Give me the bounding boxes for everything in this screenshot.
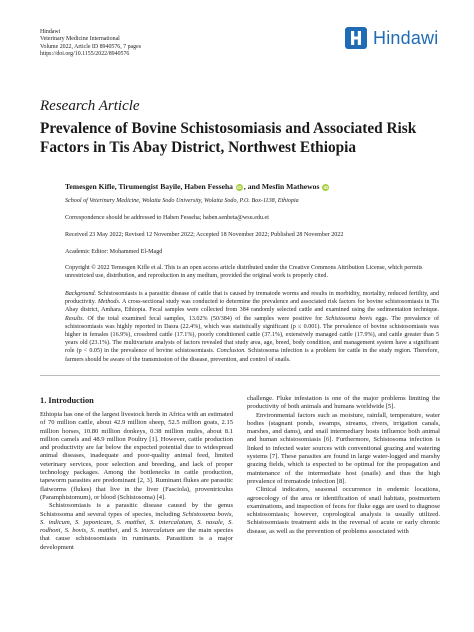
- abstract-conclusion: Schistosoma infection is a problem for cattle in the study region. Therefore, farmers should be aware of the transmission of the disease, prevention, and control of snails.: [65, 348, 439, 363]
- left-column: [40, 411, 233, 552]
- intro-paragraph-3: challenge. Fluke infestation is one of the major problems limiting the productivity of both animals and humans worldwide [5].: [247, 395, 440, 411]
- logo-text: Hindawi: [373, 27, 439, 48]
- intro-p2-text: Schistosomiasis is a parasitic disease caused by the genus Schistosoma and several types of species, including: [40, 502, 233, 518]
- orcid-icon[interactable]: iD: [323, 184, 329, 190]
- abstract-background: Schistosomiasis is a parasitic disease of cattle that is caused by trematode worms and results in morbidity, mortality, reduced fertility, and productivity.: [65, 291, 439, 306]
- publisher-logo: [344, 26, 438, 50]
- article-type: Research Article: [40, 98, 140, 114]
- journal-header: [40, 29, 141, 59]
- publication-dates: Received 23 May 2022; Revised 12 November 2022; Accepted 18 November 2022; Published 28 November 2022: [65, 232, 344, 238]
- hindawi-logo-icon: [344, 26, 368, 50]
- authors-part-1: Temesgen Kifle, Tirumengist Bayile, Haben Fesseha: [65, 182, 233, 191]
- affiliation: School of Veterinary Medicine, Wolaita Sodo University, Wolaita Sodo, P.O. Box-1138, Ethiopia: [65, 198, 299, 204]
- academic-editor: Academic Editor: Mohammed El-Magd: [65, 249, 163, 255]
- author-list: [65, 182, 330, 191]
- section-divider: [40, 375, 440, 376]
- abstract-methods-label: Methods.: [97, 299, 121, 306]
- copyright-notice: Copyright © 2022 Temesgen Kifle et al. This is an open access article distributed under the Creative Commons Attribution License, which permits unrestricted use, distribution, and reproduction in any medium, provided the original work is properly cited.: [65, 265, 423, 280]
- right-column: [247, 395, 440, 536]
- abstract-results-label: Results.: [65, 315, 85, 322]
- orcid-icon[interactable]: iD: [237, 184, 242, 190]
- journal-short: Hindawi: [40, 29, 61, 35]
- journal-name: Veterinary Medicine International: [40, 36, 120, 43]
- intro-paragraph-4: Environmental factors such as moisture, rainfall, temperature, water bodies (stagnant ponds, swamps, streams, rivers, irrigation canals, marshes, and dams), and snail intermediary hosts influence both animal and human schistosomiasis [6]. Furthermore, Schistosoma infection is linked to infected water sources with conventional grazing and watering systems [7]. These parasites are found in large water-logged and marshy grazing fields, which is expected to be optimal for the propagation and maintenance of the intermediate host (snails) and thus the high prevalence of trematode infection [8].: [247, 411, 440, 485]
- intro-p2-species-2: S. intercalatum: [133, 527, 175, 535]
- intro-paragraph-1: Ethiopia has one of the largest livestock herds in Africa with an estimated of 70 million cattle, about 42.9 million sheep, 52.5 million goats, 2.15 million horses, 10.80 million donkeys, 0.38 million mules, about 8.1 million camels and 48.9 million Poultry [1]. However, cattle production and productivity are far below the expected potential due to widespread animal diseases, inadequate and poor-quality animal feed, limited veterinary services, poor selection and breeding, and lack of proper technology packages. Among the bottlenecks in cattle production, tapeworm parasites are predominant [2, 3]. Ruminant flukes are parasitic flatworms (flukes) that live in the liver (Fasciola), proventriculus (Paramphistomum), or blood (Schistosoma) [4].: [40, 411, 233, 501]
- intro-paragraph-5: Clinical indicators, seasonal occurrence in endemic locations, agroecology of the area or identification of snail habitats, postmortem examinations, and inspection of feces for fluke eggs are used to diagnose schistosomiasis; however, coprological analysis is usually utilized. Schistosomiasis treatment aids in the reversal of acute or early chronic disease, as well as the prevention of problems associated with: [247, 486, 440, 535]
- intro-p2-and: and: [119, 527, 134, 535]
- abstract-conclusion-label: Conclusion.: [216, 348, 246, 355]
- volume-line: Volume 2022, Article ID 8940576, 7 pages: [40, 43, 141, 50]
- article-title: Prevalence of Bovine Schistosomiasis and Associated Risk Factors in Tis Abay District, Northwest Ethiopia: [40, 120, 417, 156]
- doi-link[interactable]: https://doi.org/10.1155/2022/8940576: [40, 51, 130, 58]
- intro-p2-species: Schistosoma bovis, S. indicum, S. japonicum, S. matthei, S. intercalatum, S. nasale, S. rodhoni, S. bovis, S. matthei,: [40, 510, 234, 535]
- abstract-species: Schistosoma bovis: [325, 315, 373, 322]
- intro-p2-cont: are the main species that cause schistosomiasis in ruminants. Parasitism is a major development: [40, 527, 233, 551]
- abstract-methods: A cross-sectional study was conducted to determine the prevalence and associated risk factors for bovine schistosomiasis in Tis Abay district, Amhara, Ethiopia. Fecal samples were collected from 384 randomly selected cattle and examined using the sedimentation technique.: [65, 299, 439, 314]
- authors-part-2: , and Mesfin Mathewos: [243, 182, 320, 191]
- intro-paragraph-2: [40, 502, 233, 552]
- abstract: [65, 290, 439, 364]
- section-heading: 1. Introduction: [40, 396, 94, 405]
- correspondence: Correspondence should be addressed to Haben Fesseha; haben.senbeta@wsu.edu.et: [65, 215, 269, 221]
- abstract-results: Of the total examined fecal samples, 13.02% (50/384) of the samples were positive for: [84, 315, 326, 322]
- abstract-results-cont: eggs. The prevalence of schistosomiasis was highly reported in Dasra (22.4%), which was statistically significant (p ≤ 0.001). The prevalence of bovine schistosomiasis was higher in females (16.9%), crossbred cattle (17.1%), poorly conditioned cattle (37.1%), extensively managed cattle (17.9%), and cattle greater than 5 years old (23.1%). The multivariate analysis of factors revealed that study area, age, breed, body condition, and management system have a significant role (p < 0.05) in the prevalence of bovine schistosomiasis.: [65, 315, 439, 355]
- abstract-background-label: Background.: [65, 291, 97, 297]
